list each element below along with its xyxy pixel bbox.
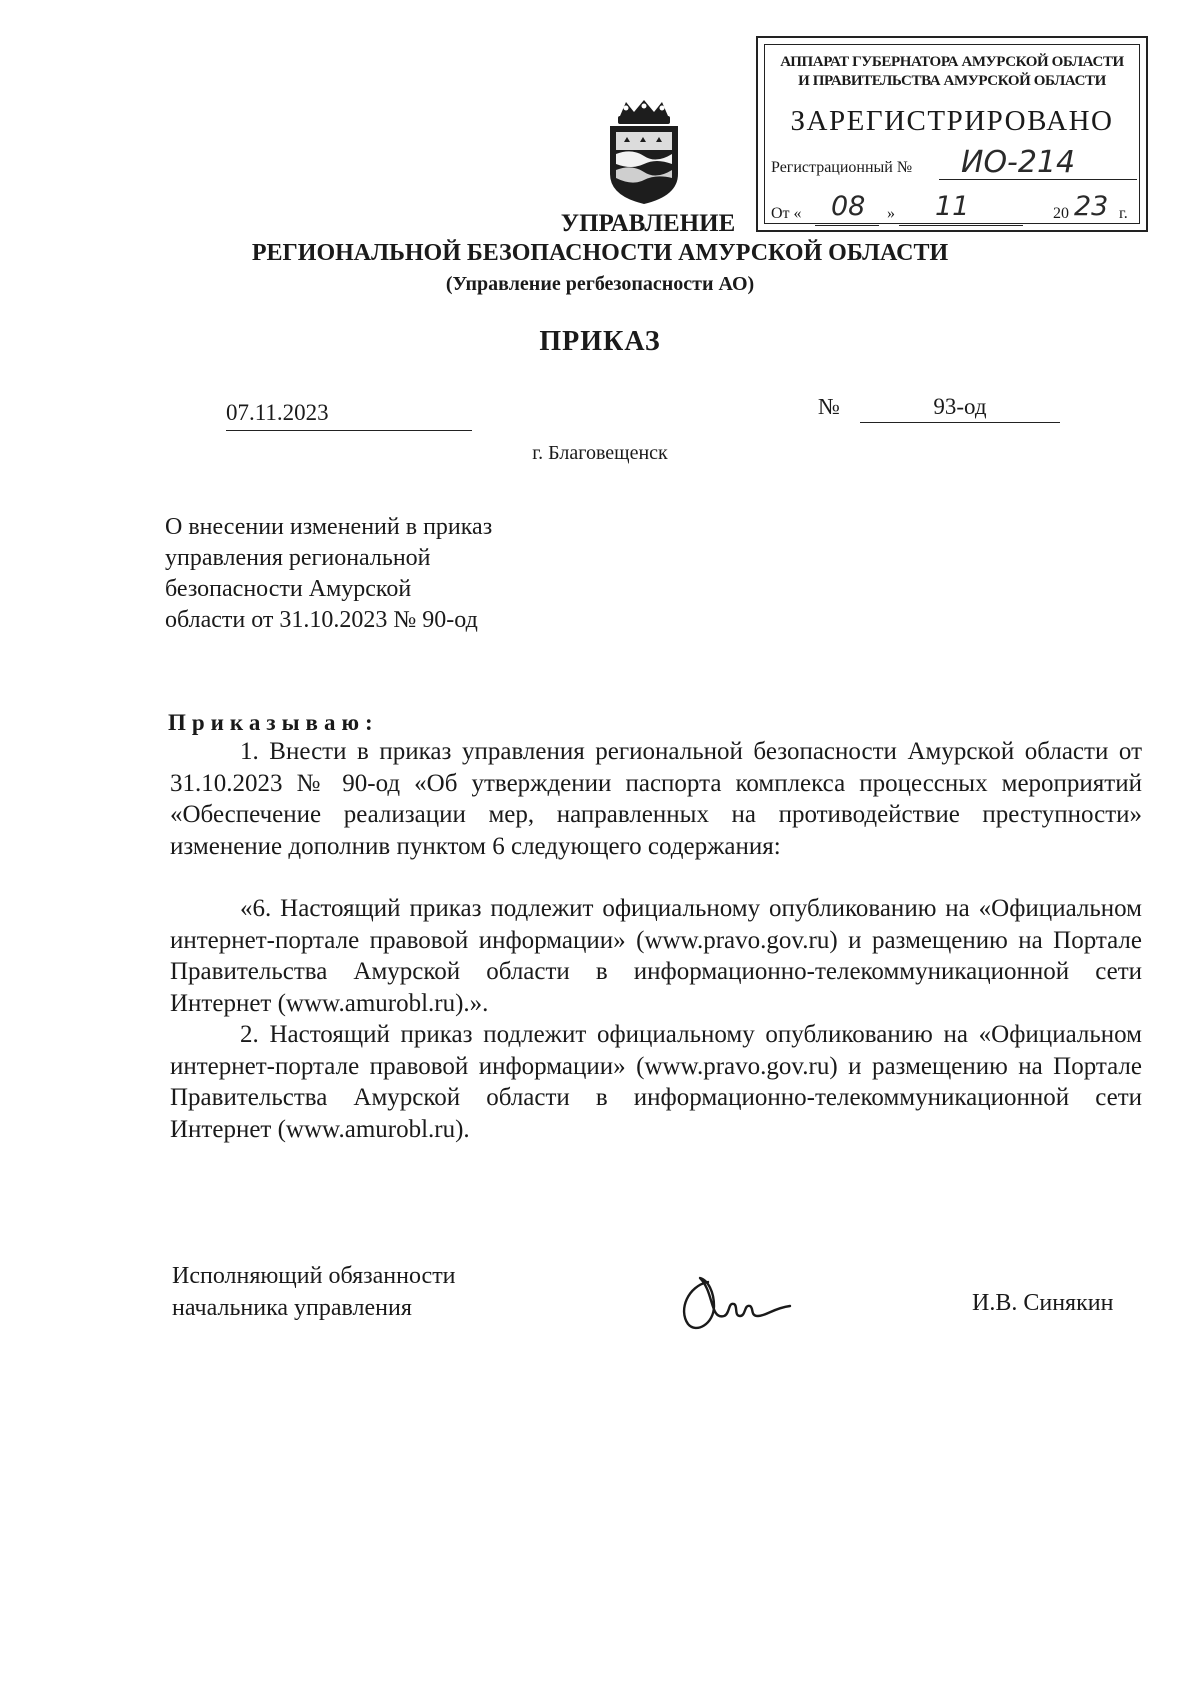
- stamp-reg-number-label: Регистрационный №: [771, 159, 913, 176]
- stamp-date-from-label: От «: [771, 205, 802, 222]
- document-city: г. Благовещенск: [532, 442, 668, 464]
- stamp-inner-frame: [764, 44, 1140, 224]
- header-line3: (Управление регбезопасности АО): [445, 273, 755, 295]
- order-label: Приказываю:: [168, 710, 379, 735]
- paragraph-1-text: 1. Внести в приказ управления региональной безопасности Амурской области от 31.10.2023 № 90-од «Об утверждении паспорта комплекса процессных мероприятий «Обеспечение реализации мер, направленных на противодействие преступности» изменение дополнив пунктом 6 следующего содержания:: [170, 738, 1142, 860]
- stamp-org-line2: И ПРАВИТЕЛЬСТВА АМУРСКОЙ ОБЛАСТИ: [798, 73, 1106, 89]
- registration-stamp: [756, 36, 1148, 232]
- stamp-date-year-prefix: 20: [1053, 205, 1069, 222]
- stamp-date-month: 11: [935, 191, 970, 222]
- paragraph-3-text: 2. Настоящий приказ подлежит официальному опубликованию на «Официальном интернет-портале правовой информации» (www.pravo.gov.ru) и размещению на Портале Правительства Амурской области в информационно-телекоммуникационной сети Интернет (www.amurobl.ru).: [170, 1021, 1142, 1143]
- document-date: 07.11.2023: [226, 400, 329, 425]
- stamp-date-day-close: »: [887, 205, 895, 222]
- document-subject: [165, 512, 492, 636]
- document-title: ПРИКАЗ: [539, 326, 661, 357]
- stamp-org-line1: АППАРАТ ГУБЕРНАТОРА АМУРСКОЙ ОБЛАСТИ: [780, 54, 1124, 70]
- paragraph-2: [170, 893, 1142, 1019]
- stamp-date-year-end: г.: [1119, 205, 1128, 222]
- subject-line3: безопасности Амурской: [165, 576, 412, 602]
- handwritten-signature: [670, 1262, 810, 1342]
- paragraph-1: [170, 736, 1142, 862]
- header-line1: УПРАВЛЕНИЕ: [560, 210, 736, 237]
- stamp-date-year-suffix: 23: [1074, 191, 1109, 222]
- document-number: 93-од: [933, 394, 987, 419]
- signer-position-line2: начальника управления: [172, 1295, 412, 1321]
- coat-of-arms-icon: [604, 96, 684, 206]
- date-underline: [226, 430, 472, 431]
- number-underline: [860, 422, 1060, 423]
- stamp-reg-number-value: ИО-214: [961, 145, 1076, 180]
- subject-line1: О внесении изменений в приказ: [165, 514, 493, 540]
- stamp-reg-number-row: [771, 145, 1133, 180]
- stamp-registered-label: ЗАРЕГИСТРИРОВАНО: [790, 105, 1114, 137]
- paragraph-2-text: «6. Настоящий приказ подлежит официальному опубликованию на «Официальном интернет-портале правовой информации» (www.pravo.gov.ru) и размещению на Портале Правительства Амурской области в информационно-телекоммуникационной сети Интернет (www.amurobl.ru).».: [170, 895, 1142, 1017]
- header-line2: РЕГИОНАЛЬНОЙ БЕЗОПАСНОСТИ АМУРСКОЙ ОБЛАСТИ: [251, 240, 949, 266]
- document-number-label: №: [818, 394, 840, 419]
- signer-name: И.В. Синякин: [972, 1290, 1114, 1316]
- signer-position-line1: Исполняющий обязанности: [172, 1263, 456, 1289]
- paragraph-3: [170, 1019, 1142, 1145]
- stamp-reg-number-line: [939, 179, 1137, 180]
- subject-line4: области от 31.10.2023 № 90-од: [165, 607, 478, 633]
- stamp-date-day: 08: [831, 191, 866, 222]
- subject-line2: управления региональной: [165, 545, 431, 571]
- signer-position: [172, 1260, 456, 1324]
